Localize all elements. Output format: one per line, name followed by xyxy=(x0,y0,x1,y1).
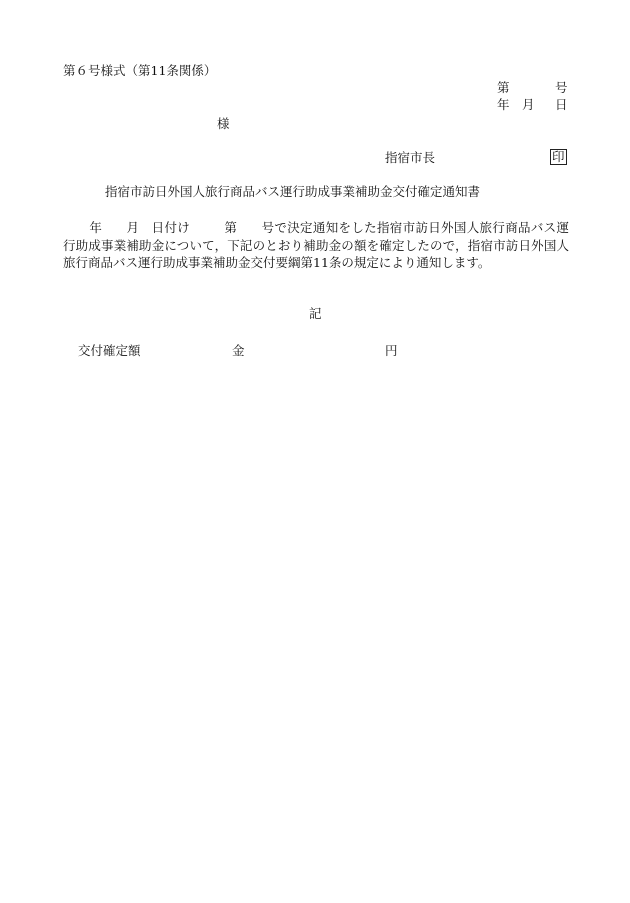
amount-yen: 円 xyxy=(385,343,398,358)
doc-number-go: 号 xyxy=(555,80,568,95)
date-day: 日 xyxy=(555,97,568,112)
form-label: 第６号様式（第11条関係） xyxy=(63,63,217,78)
seal-box xyxy=(550,149,567,165)
body-year: 年 xyxy=(89,220,103,235)
recipient-suffix: 様 xyxy=(217,116,230,131)
body-dai: 第 xyxy=(224,220,238,235)
seal-mark: 印 xyxy=(552,149,565,164)
date-year: 年 xyxy=(497,97,510,112)
body-dated: 日付け xyxy=(151,220,191,235)
amount-kin: 金 xyxy=(232,343,245,358)
amount-label: 交付確定額 xyxy=(78,343,141,358)
body-text: 号で決定通知をした指宿市訪日外国人旅行商品バス運行助成事業補助金について，下記のとおり補助金の額を確定したので，指宿市訪日外国人旅行商品バス運行助成事業補助金交付要綱第11条の規定により通知します。 xyxy=(63,220,569,270)
body-month: 月 xyxy=(126,220,140,235)
document-title: 指宿市訪日外国人旅行商品バス運行助成事業補助金交付確定通知書 xyxy=(105,184,481,199)
ki-heading: 記 xyxy=(309,306,322,321)
sender-name: 指宿市長 xyxy=(385,150,436,165)
doc-number-dai: 第 xyxy=(497,80,510,95)
date-month: 月 xyxy=(522,97,535,112)
body-paragraph xyxy=(63,219,569,272)
